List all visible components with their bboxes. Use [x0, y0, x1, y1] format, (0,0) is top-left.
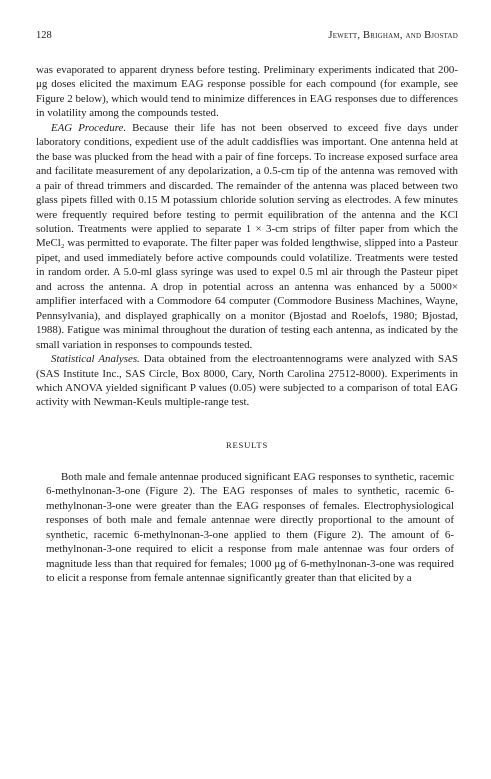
- running-header: [36, 30, 458, 46]
- document-page: [36, 30, 458, 586]
- eag-procedure-paragraph: [36, 121, 458, 352]
- methods-paragraph-continued: was evaporated to apparent dryness before testing. Preliminary experiments indicated that 200-μg doses elicited the maximum EAG response possible for each compound (for example, see Figure 2 below), which would tend to minimize differences in EAG responses due to differences in volatility among the compounds tested.: [36, 64, 458, 120]
- running-title: Jewett, Brigham, and Bjostad: [328, 30, 458, 41]
- eag-procedure-heading: EAG Procedure.: [51, 121, 127, 134]
- statistical-analyses-heading: Statistical Analyses.: [51, 353, 140, 366]
- results-section: [36, 470, 458, 586]
- statistical-analyses-text: Data obtained from the electroantennograms were analyzed with SAS (SAS Institute Inc., SAS Circle, Box 8000, Cary, North Carolina 27512-8000). Experiments in which ANOVA yielded significant P values (0.05) were subjected to a comparison of total EAG activity with Newman-Keuls multiple-range test.: [36, 353, 458, 409]
- results-paragraph: Both male and female antennae produced significant EAG responses to synthetic, racemic 6-methylnonan-3-one (Figure 2). The EAG responses of males to synthetic, racemic 6-methylnonan-3-one were greater than the EAG responses of females. Electrophysiological responses of both male and female antennae were directly proportional to the amount of synthetic, racemic 6-methylnonan-3-one applied to them (Figure 2). The amount of 6-methylnonan-3-one required to elicit a response from male antennae was four orders of magnitude less than that required for females; 1000 μg of 6-methylnonan-3-one was required to elicit a response from female antennae significantly greater than that elicited by a: [46, 470, 454, 585]
- statistical-analyses-paragraph: [36, 352, 458, 410]
- page-number: 128: [36, 30, 52, 41]
- eag-procedure-text: Because their life has not been observed to exceed five days under laboratory conditions, expedient use of the adult caddisflies was important. One antenna held at the base was plucked from the head with a pair of fine forceps. To increase exposed surface area and facilitate measurement of any depolarization, a 0.5-cm tip of the antenna was removed with a pair of thread trimmers and discarded. The remainder of the antenna was placed between two glass pipets filled with 0.15 M potassium chloride solution serving as electrodes. A few minutes were frequently required before testing to permit equilibration of the antenna and the KCl solution. Treatments were applied to separate 1 × 3-cm strips of filter paper from which the MeCl₂ was permitted to evaporate. The filter paper was folded lengthwise, slipped into a Pasteur pipet, and used immediately before active compounds could volatilize. Treatments were tested in random order. A 5.0-ml glass syringe was used to expel 0.5 ml air through the Pasteur pipet and across the antenna. A drop in potential across an antenna was enhanced by a 5000× amplifier interfaced with a Commodore 64 computer (Commodore Business Machines, Wayne, Pennsylvania), and displayed graphically on a monitor (Bjostad and Roelofs, 1980; Bjostad, 1988). Fatigue was minimal throughout the duration of testing each antenna, as indicated by the small variation in responses to compounds tested.: [36, 121, 458, 351]
- results-heading: RESULTS: [225, 439, 269, 450]
